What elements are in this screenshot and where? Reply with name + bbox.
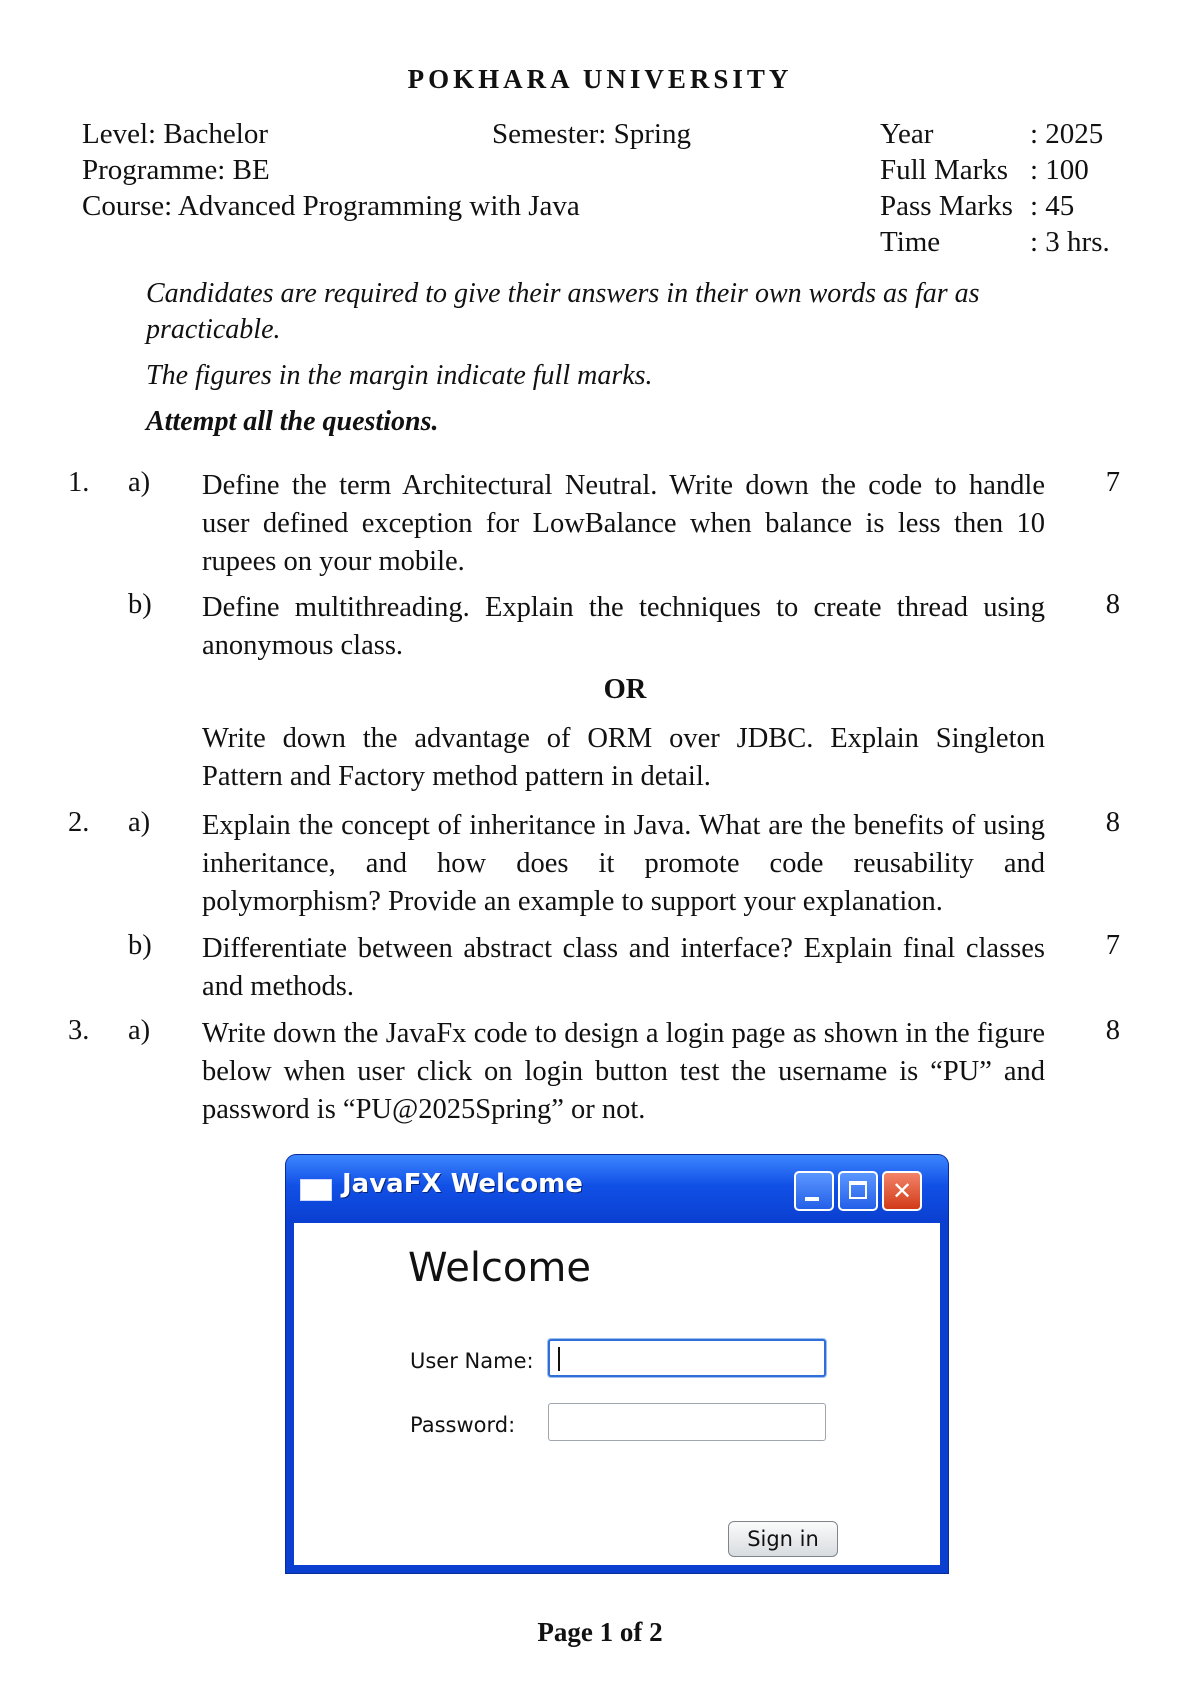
minimize-button[interactable] xyxy=(794,1171,834,1211)
instruction-attempt: Attempt all the questions. xyxy=(146,406,439,437)
question-marks: 7 xyxy=(1105,467,1120,498)
year-row xyxy=(880,116,1110,152)
question-part-label: a) xyxy=(128,1015,151,1046)
question-text: Write down the advantage of ORM over JDBC. Explain Singleton Pattern and Factory method pattern in detail. xyxy=(202,723,1045,792)
question-part-label: b) xyxy=(128,930,152,961)
window-icon xyxy=(300,1179,332,1201)
question-number: 1. xyxy=(68,467,90,498)
text-caret xyxy=(558,1347,560,1371)
semester: Semester: Spring xyxy=(492,118,691,150)
question-marks: 8 xyxy=(1105,589,1120,620)
window-title: JavaFX Welcome xyxy=(342,1169,583,1199)
time-label: Time xyxy=(880,226,941,258)
instruction-marks: The figures in the margin indicate full marks. xyxy=(146,360,653,391)
pass-marks-label: Pass Marks xyxy=(880,190,1013,222)
instruction-answers: Candidates are required to give their answers in their own words as far as practicable. xyxy=(146,278,980,345)
time-value: : 3 hrs. xyxy=(1030,226,1110,258)
time-row xyxy=(880,224,1110,260)
pass-marks-value: : 45 xyxy=(1030,190,1075,222)
question-number: 2. xyxy=(68,807,90,838)
question-number: 3. xyxy=(68,1015,90,1046)
password-input[interactable] xyxy=(548,1403,826,1441)
question-text: Differentiate between abstract class and interface? Explain final classes and methods. xyxy=(202,933,1045,1002)
header-right xyxy=(880,116,1110,260)
close-icon: ✕ xyxy=(891,1177,913,1205)
or-separator: OR xyxy=(603,674,647,705)
question-marks: 8 xyxy=(1105,1015,1120,1046)
question-part-label: a) xyxy=(128,807,151,838)
course: Course: Advanced Programming with Java xyxy=(82,190,580,222)
question-marks: 8 xyxy=(1105,807,1120,838)
question-text: Write down the JavaFx code to design a login page as shown in the figure below when user click on login button test the username is “PU” and password is “PU@2025Spring” or not. xyxy=(202,1018,1045,1125)
maximize-icon xyxy=(849,1181,867,1199)
question-part-label: b) xyxy=(128,589,152,620)
full-marks-value: : 100 xyxy=(1030,154,1089,186)
close-button[interactable] xyxy=(882,1171,922,1211)
maximize-button[interactable] xyxy=(838,1171,878,1211)
year-value: : 2025 xyxy=(1030,118,1104,150)
sign-in-button[interactable]: Sign in xyxy=(728,1521,838,1557)
question-part-label: a) xyxy=(128,467,151,498)
level: Level: Bachelor xyxy=(82,118,268,150)
page-number: Page 1 of 2 xyxy=(537,1617,663,1647)
question-text: Define multithreading. Explain the techniques to create thread using anonymous class. xyxy=(202,592,1045,661)
welcome-heading: Welcome xyxy=(408,1245,591,1291)
minimize-icon xyxy=(805,1197,819,1201)
javafx-login-window xyxy=(286,1155,948,1573)
programme: Programme: BE xyxy=(82,154,270,186)
question-text: Define the term Architectural Neutral. Write down the code to handle user defined exception for LowBalance when balance is less then 10 rupees on your mobile. xyxy=(202,470,1045,577)
question-marks: 7 xyxy=(1105,930,1120,961)
full-marks-label: Full Marks xyxy=(880,154,1009,186)
window-titlebar xyxy=(286,1155,948,1223)
year-label: Year xyxy=(880,118,934,150)
full-marks-row xyxy=(880,152,1110,188)
username-label: User Name: xyxy=(410,1349,534,1373)
password-label: Password: xyxy=(410,1413,516,1437)
username-input[interactable] xyxy=(548,1339,826,1377)
pass-marks-row xyxy=(880,188,1110,224)
question-text: Explain the concept of inheritance in Java. What are the benefits of using inheritance, and how does it promote code reusability and polymorphism? Provide an example to support your explanation. xyxy=(202,810,1045,917)
university-title: POKHARA UNIVERSITY xyxy=(407,64,793,94)
window-client-area xyxy=(294,1223,940,1565)
